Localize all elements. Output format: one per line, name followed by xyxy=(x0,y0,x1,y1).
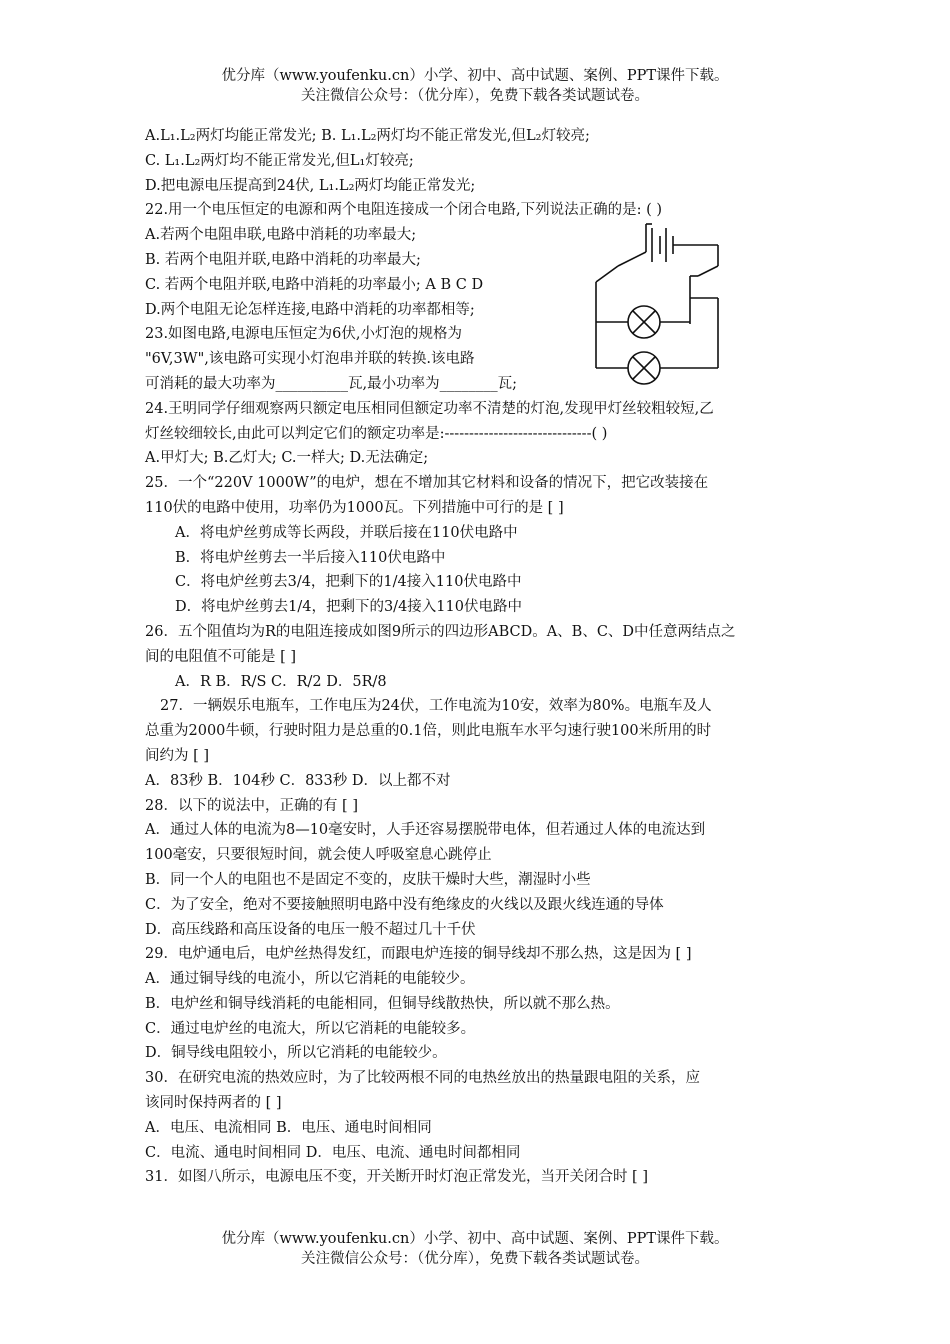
option-c: C．为了安全，绝对不要接触照明电路中没有绝缘皮的火线以及跟火线连通的导体 xyxy=(145,896,664,913)
header-line-2: 关注微信公众号：（优分库），免费下载各类试题试卷。 xyxy=(301,88,649,104)
text-line: 该同时保持两者的 [ ] xyxy=(145,1095,282,1112)
page-header xyxy=(0,66,950,106)
option-d: D．高压线路和高压设备的电压一般不超过几十千伏 xyxy=(145,921,476,938)
option-b: B．将电炉丝剪去一半后接入110伏电路中 xyxy=(175,549,446,566)
footer-line-2: 关注微信公众号：（优分库），免费下载各类试题试卷。 xyxy=(301,1251,649,1267)
option-c: C．将电炉丝剪去3/4，把剩下的1/4接入110伏电路中 xyxy=(175,574,522,591)
text-line: "6V,3W",该电路可实现小灯泡串并联的转换.该电路 xyxy=(145,351,475,368)
option-d: D．将电炉丝剪去1/4，把剩下的3/4接入110伏电路中 xyxy=(175,599,522,616)
text-line: C. L₁.L₂两灯均不能正常发光,但L₁灯较亮; xyxy=(145,152,414,169)
page-footer xyxy=(0,1229,950,1269)
option-c: C. 若两个电阻并联,电路中消耗的功率最小; A B C D xyxy=(145,276,484,293)
wire xyxy=(618,252,646,266)
text-line: 间约为 [ ] xyxy=(145,747,210,764)
question-29: 29．电炉通电后，电炉丝热得发红，而跟电炉连接的铜导线却不那么热，这是因为 [ ] xyxy=(145,946,692,963)
question-27: 27．一辆娱乐电瓶车，工作电压为24伏，工作电流为10安，效率为80%。电瓶车及人 xyxy=(160,698,712,715)
option-a: A．通过铜导线的电流小，所以它消耗的电能较少。 xyxy=(145,971,475,988)
option-a: A.若两个电阻串联,电路中消耗的功率最大; xyxy=(145,227,417,244)
text-line: 可消耗的最大功率为__________瓦,最小功率为________瓦; xyxy=(145,375,517,392)
question-23: 23.如图电路,电源电压恒定为6伏,小灯泡的规格为 xyxy=(145,326,463,343)
option-d: D．铜导线电阻较小，所以它消耗的电能较少。 xyxy=(145,1045,447,1062)
options-row: A.甲灯大; B.乙灯大; C.一样大; D.无法确定; xyxy=(145,450,429,467)
question-22: 22.用一个电压恒定的电源和两个电阻连接成一个闭合电路,下列说法正确的是: ( ) xyxy=(145,202,663,219)
text-line: 110伏的电路中使用，功率仍为1000瓦。下列措施中可行的是 [ ] xyxy=(145,499,564,516)
options-row: A．83秒 B．104秒 C．833秒 D．以上都不对 xyxy=(145,772,451,789)
option-a: A．将电炉丝剪成等长两段，并联后接在110伏电路中 xyxy=(175,524,518,541)
option-c: C．通过电炉丝的电流大，所以它消耗的电能较多。 xyxy=(145,1020,476,1037)
question-30: 30．在研究电流的热效应时，为了比较两根不同的电热丝放出的热量跟电阻的关系，应 xyxy=(145,1070,700,1087)
question-25: 25．一个“220V 1000W”的电炉，想在不增加其它材料和设备的情况下，把它改装接在 xyxy=(145,475,709,492)
option-b: B．电炉丝和铜导线消耗的电能相同，但铜导线散热快，所以就不那么热。 xyxy=(145,995,620,1012)
option-b: B. 若两个电阻并联,电路中消耗的功率最大; xyxy=(145,251,421,268)
options-row: C．电流、通电时间相同 D．电压、电流、通电时间都相同 xyxy=(145,1144,521,1161)
option-d: D.两个电阻无论怎样连接,电路中消耗的功率都相等; xyxy=(145,301,475,318)
option-b: B．同一个人的电阻也不是固定不变的，皮肤干燥时大些，潮湿时小些 xyxy=(145,871,591,888)
question-28: 28．以下的说法中，正确的有 [ ] xyxy=(145,797,358,814)
question-24: 24.王明同学仔细观察两只额定电压相同但额定功率不清楚的灯泡,发现甲灯丝较粗较短,乙 xyxy=(145,400,714,417)
switch-arm xyxy=(596,266,618,282)
options-row: A．R B．R/S C．R/2 D．5R/8 xyxy=(175,673,387,690)
switch-arm xyxy=(698,266,718,276)
text-line: 间的电阻值不可能是 [ ] xyxy=(145,648,297,665)
text-line: 灯丝较细较长,由此可以判定它们的额定功率是:------------------------------( ) xyxy=(145,425,608,442)
options-row: A．电压、电流相同 B．电压、通电时间相同 xyxy=(145,1119,432,1136)
question-31: 31．如图八所示，电源电压不变，开关断开时灯泡正常发光，当开关闭合时 [ ] xyxy=(145,1169,648,1186)
question-26: 26．五个阻值均为R的电阻连接成如图9所示的四边形ABCD。A、B、C、D中任意两结点之 xyxy=(145,623,736,640)
text-line: 100毫安，只要很短时间，就会使人呼吸窒息心跳停止 xyxy=(145,847,492,864)
text-line: D.把电源电压提高到24伏, L₁.L₂两灯均能正常发光; xyxy=(145,177,476,194)
text-line: 总重为2000牛顿，行驶时阻力是总重的0.1倍，则此电瓶车水平匀速行驶100米所用的时 xyxy=(145,723,712,740)
text-line: A.L₁.L₂两灯均能正常发光; B. L₁.L₂两灯均不能正常发光,但L₂灯较亮; xyxy=(145,128,590,144)
header-line-1: 优分库（www.youfenku.cn）小学、初中、高中试题、案例、PPT课件下载。 xyxy=(221,68,729,84)
circuit-diagram xyxy=(590,218,740,398)
option-a: A．通过人体的电流为8—10毫安时，人手还容易摆脱带电体，但若通过人体的电流达到 xyxy=(145,822,706,839)
footer-line-1: 优分库（www.youfenku.cn）小学、初中、高中试题、案例、PPT课件下载。 xyxy=(221,1231,729,1247)
